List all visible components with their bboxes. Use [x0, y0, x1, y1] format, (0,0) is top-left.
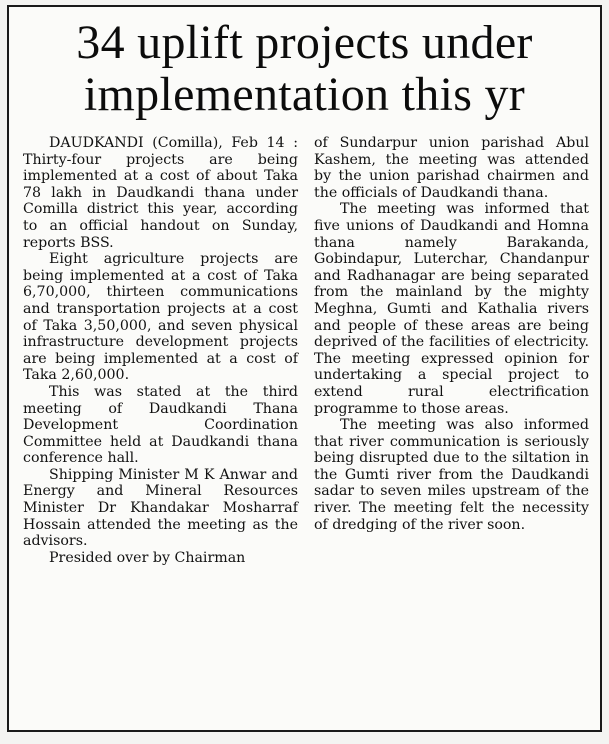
river-paragraph: The meeting was also informed that river communication is seriously being disrupted due to the siltation in the Gumti river from the Daudkandi sadar to seven miles upstream of the river. The meeting felt the necessity of dredging of the river soon.	[314, 417, 589, 533]
right-column	[314, 135, 589, 566]
dateline-paragraph: DAUDKANDI (Comilla), Feb 14 : Thirty-four projects are being implemented at a cost of about Taka 78 lakh in Daudkandi thana under Comilla district this year, according to an official handout on Sunday, reports BSS.	[23, 135, 298, 251]
news-clipping	[7, 5, 602, 732]
advisors-paragraph: Shipping Minister M K Anwar and Energy and Mineral Resources Minister Dr Khandakar Mosharraf Hossain attended the meeting as the advisors.	[23, 466, 298, 550]
article-body	[23, 135, 589, 566]
headline	[17, 17, 592, 121]
headline-line-1: 34 uplift projects under	[76, 16, 533, 69]
unions-paragraph: The meeting was informed that five unions of Daudkandi and Homna thana namely Barakanda, Gobindapur, Luterchar, Chandanpur and Radhanagar are being separated from the mainland by the mighty Meghna, Gumti and Kathalia rivers and people of these areas are being deprived of the facilities of electricity. The meeting expressed opinion for undertaking a special project to extend rural electrification programme to those areas.	[314, 201, 589, 417]
left-column	[23, 135, 298, 566]
chairman-paragraph: of Sundarpur union parishad Abul Kashem, the meeting was attended by the union parishad chairmen and the officials of Daudkandi thana.	[314, 135, 589, 201]
headline-line-2: implementation this yr	[83, 68, 526, 121]
projects-paragraph: Eight agriculture projects are being implemented at a cost of Taka 6,70,000, thirteen communications and transportation projects at a cost of Taka 3,50,000, and seven physical infrastructure development projects are being implemented at a cost of Taka 2,60,000.	[23, 251, 298, 384]
meeting-paragraph: This was stated at the third meeting of Daudkandi Thana Development Coordination Committee held at Daudkandi thana conference hall.	[23, 383, 298, 467]
presided-paragraph: Presided over by Chairman	[49, 549, 246, 566]
